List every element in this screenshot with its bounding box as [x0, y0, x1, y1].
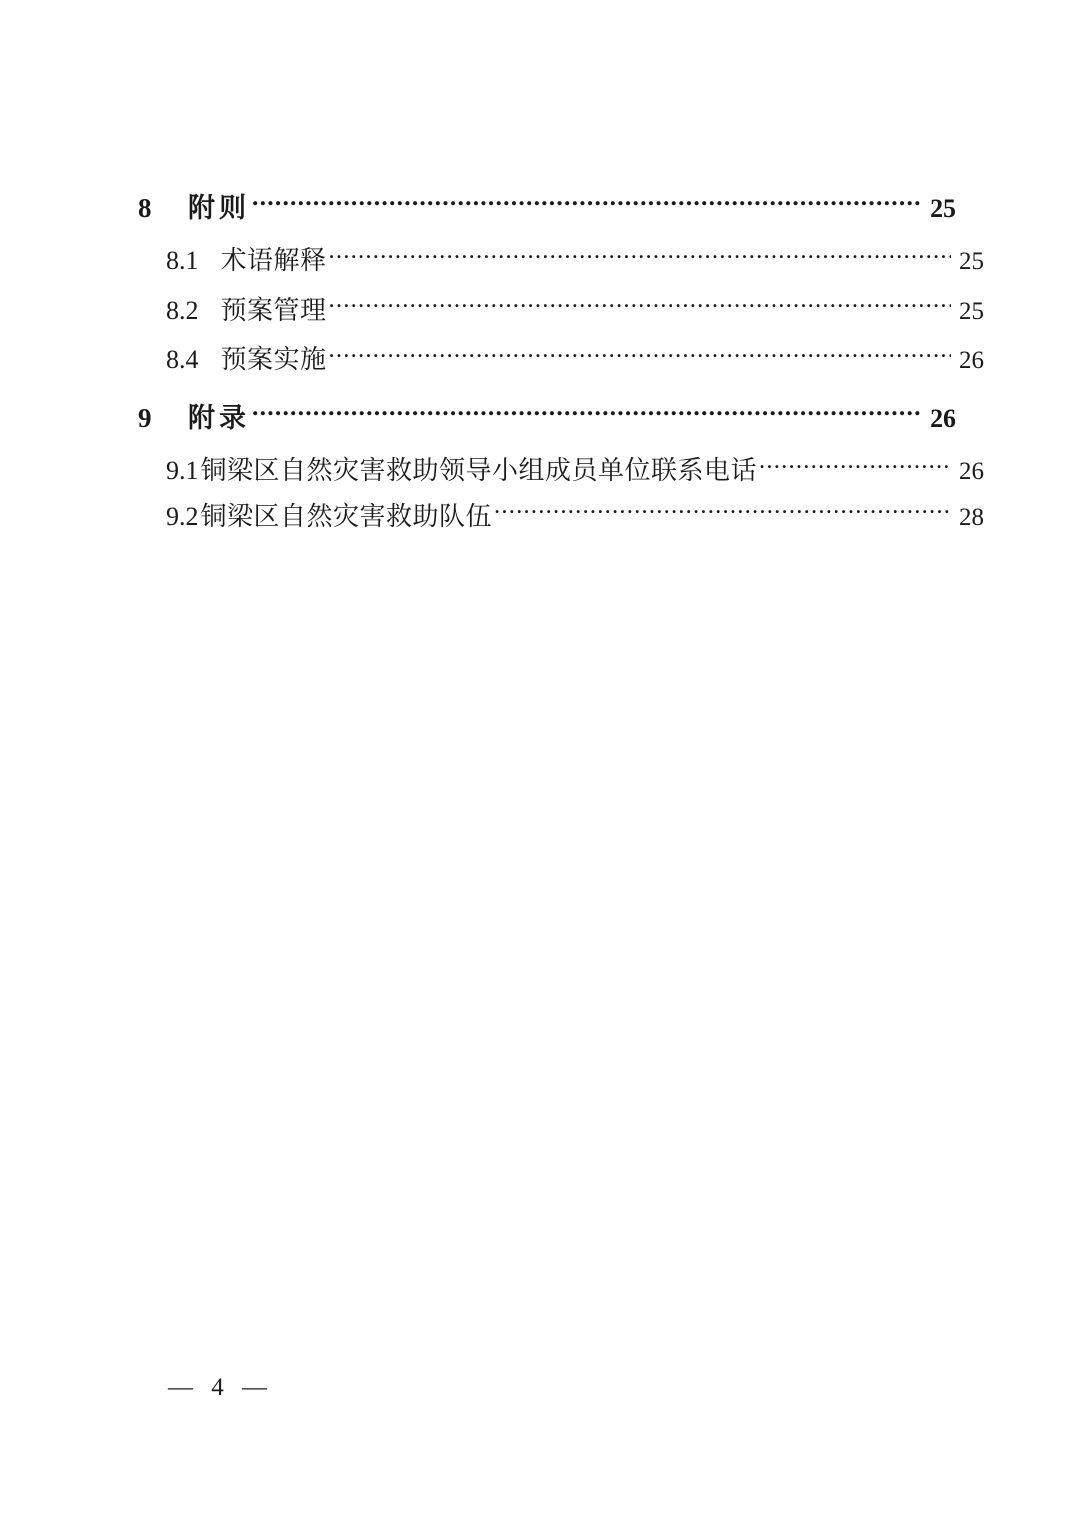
toc-entry[interactable]: [130, 190, 956, 227]
toc-entry[interactable]: [130, 243, 984, 279]
toc-entry-number: 9.1: [166, 455, 199, 485]
toc-entry-title: 铜梁区自然灾害救助领导小组成员单位联系电话: [200, 455, 758, 485]
toc-entry-title: 预案实施: [220, 345, 327, 375]
toc-leader-dots: [252, 190, 922, 217]
table-of-contents: [130, 190, 984, 544]
toc-leader-dots: [252, 400, 922, 427]
toc-leader-dots: [759, 453, 951, 479]
toc-entry[interactable]: [130, 342, 984, 378]
toc-entry[interactable]: [130, 293, 984, 329]
toc-entry-number: 8: [138, 193, 152, 223]
toc-entry-number: 9: [138, 403, 152, 433]
toc-entry-page: 26: [959, 457, 984, 485]
toc-entry-number: 8.1: [166, 245, 199, 275]
toc-leader-dots: [494, 499, 951, 525]
toc-entry-title: 预案管理: [220, 295, 327, 325]
toc-entry-page: 26: [930, 404, 956, 433]
toc-entry-number: 8.4: [166, 345, 199, 375]
toc-entry-number: 9.2: [166, 501, 199, 531]
toc-entry-title: 术语解释: [220, 245, 327, 275]
toc-leader-dots: [329, 243, 952, 269]
toc-leader-dots: [329, 293, 952, 319]
toc-entry-page: 25: [959, 297, 984, 325]
toc-entry[interactable]: [130, 499, 984, 535]
toc-entry[interactable]: [130, 400, 956, 437]
toc-entry[interactable]: [130, 453, 984, 489]
toc-entry-page: 26: [959, 347, 984, 375]
toc-entry-page: 28: [959, 503, 984, 531]
toc-entry-number: 8.2: [166, 295, 199, 325]
toc-entry-title: 附录: [188, 403, 250, 433]
toc-entry-title: 铜梁区自然灾害救助队伍: [200, 501, 493, 531]
toc-entry-page: 25: [959, 247, 984, 275]
toc-entry-page: 25: [930, 194, 956, 223]
toc-leader-dots: [329, 342, 952, 368]
page-footer: — 4 —: [168, 1374, 273, 1401]
toc-entry-title: 附则: [188, 193, 250, 223]
